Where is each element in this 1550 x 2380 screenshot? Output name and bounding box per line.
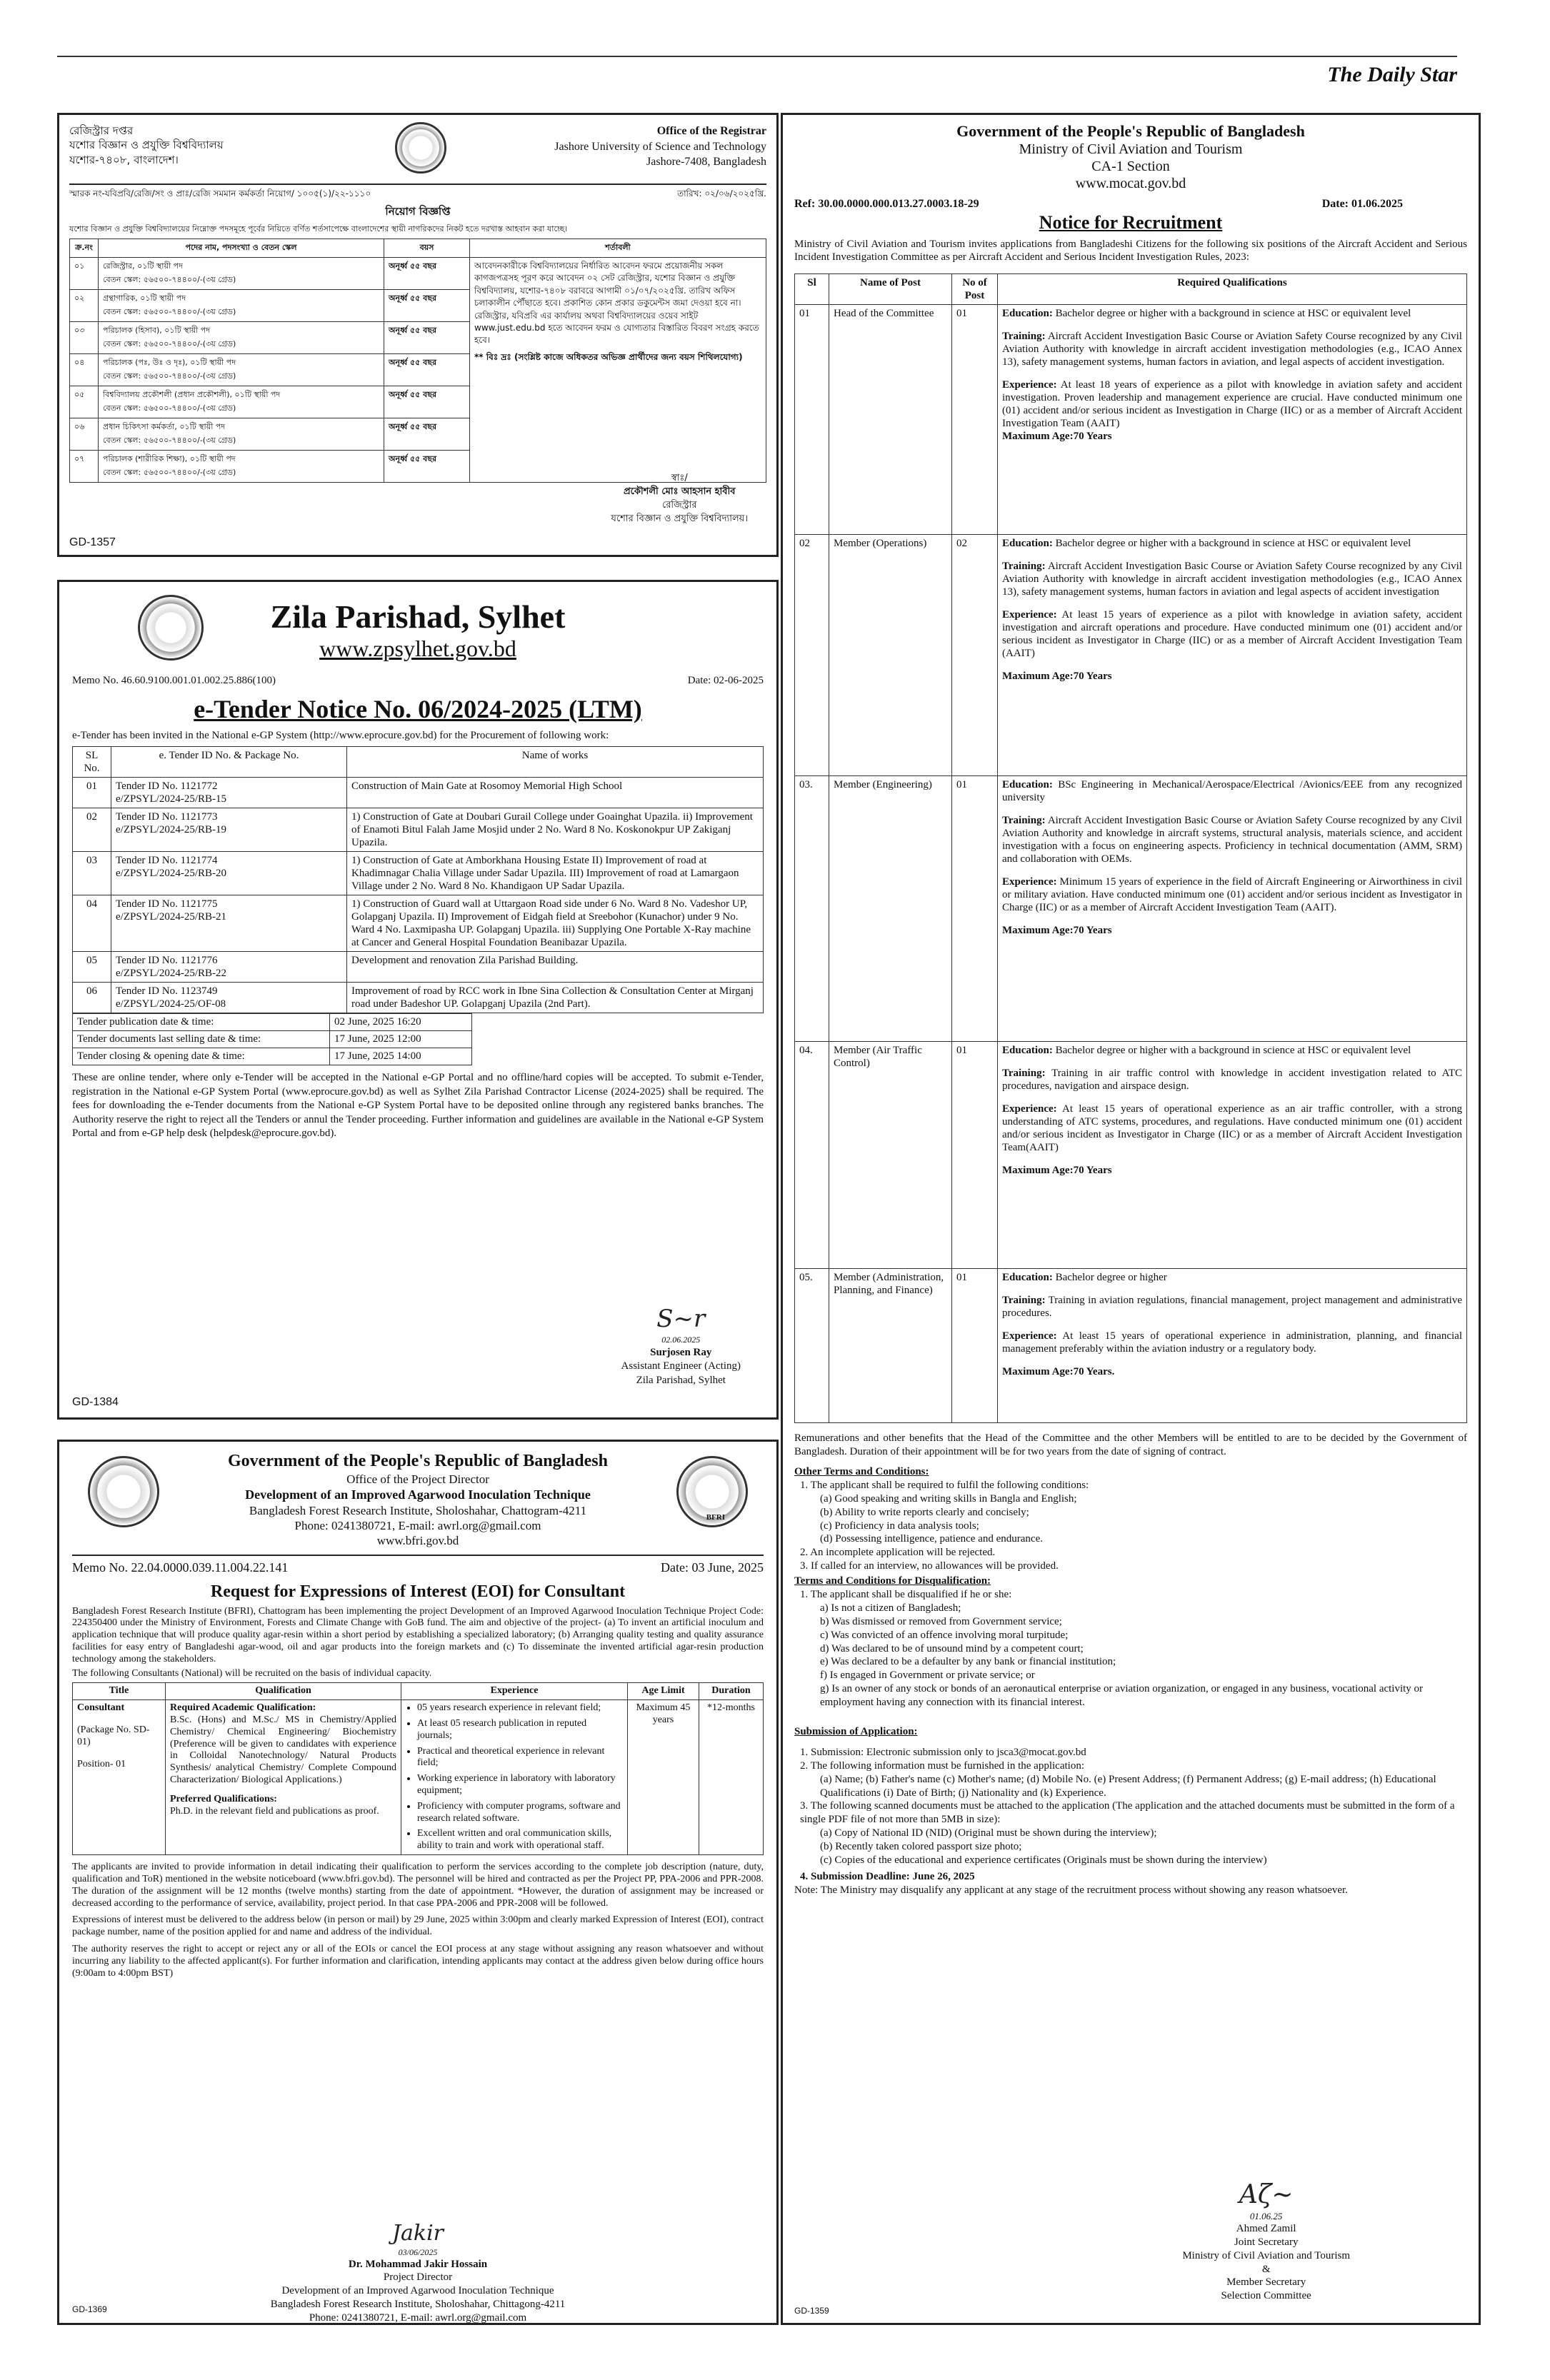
pay-scale: বেতন স্কেল: ৫৬৫০০-৭৪৪০০/-(৩য় গ্রেড) — [103, 468, 236, 477]
post-name: Member (Administration, Planning, and Finance) — [829, 1269, 952, 1423]
post-name: পরিচালক (শারীরিক শিক্ষা), ০১টি স্থায়ী পদ — [103, 454, 236, 463]
gd-number: GD-1357 — [69, 536, 116, 548]
date-value: 17 June, 2025 14:00 — [330, 1048, 472, 1065]
age-limit: অনূর্ধ্ব ৫৫ বছর — [384, 354, 470, 386]
row-number: 01 — [73, 778, 111, 808]
col-header: Name of Post — [829, 274, 952, 305]
experience-item: • Proficiency with computer programs, software and research related software. — [417, 1801, 623, 1825]
training: Aircraft Accident Investigation Basic Course or Aviation Safety Course recognized by any Civil Aviation Authority with knowledge in aircraft accident investigation methodologies (e.g., ICAO Annex 13), safety management systems, human factors in aviation, and legal aspects of accident investigation. — [1002, 331, 1462, 368]
row-number: ০৪ — [70, 354, 99, 386]
list-item: e) Was declared to be a defaulter by any bank or financial institution; — [820, 1656, 1116, 1668]
pay-scale: বেতন স্কেল: ৫৬৫০০-৭৪৪০০/-(৩য় গ্রেড) — [103, 436, 236, 445]
bfri-sig-institute: Bangladesh Forest Research Institute, Sholoshahar, Chittagong-4211 — [270, 2298, 566, 2310]
bfri-sig-title: Project Director — [383, 2271, 453, 2284]
zp-sig-org: Zila Parishad, Sylhet — [636, 1374, 726, 1386]
col-header: ক্র.নং — [70, 239, 99, 258]
col-header: শর্তাবলী — [470, 239, 766, 258]
education: Bachelor degree or higher with a background in science at HSC or equivalent level — [1055, 1045, 1411, 1057]
date-label: Tender publication date & time: — [73, 1014, 330, 1031]
label: Training: — [1002, 1295, 1046, 1307]
zp-body: These are online tender, where only e-Tender will be accepted in the National e-GP Portal and no offline/hard copies will be accepted. To submit e-Tender, registration in the National e-GP System Portal (www.eprocure.gov.bd) as well as Sylhet Zila Parishad Contractor License (2024-2025) shall be required. The fees for downloading the e-Tender documents from the National e-GP System Portal have to be deposited online through any registered banks branches. The Authority reserve the right to reject all the Tenders or annul the Tender proceeding. Further information and guidelines are available in the National e-GP System Portal and from e-GP help desk (helpdesk@eprocure.gov.bd). — [72, 1072, 764, 1139]
post-count: 01 — [952, 776, 998, 1042]
pay-scale: বেতন স্কেল: ৫৬৫০০-৭৪৪০০/-(৩য় গ্রেড) — [103, 403, 236, 413]
row-number: 03. — [795, 776, 829, 1042]
table-row — [73, 778, 764, 808]
mocat-sig-committee: Selection Committee — [1221, 2290, 1311, 2301]
label: Education: — [1002, 1272, 1053, 1284]
label: Experience: — [1002, 1103, 1057, 1115]
pay-scale: বেতন স্কেল: ৫৬৫০০-৭৪৪০০/-(৩য় গ্রেড) — [103, 307, 236, 316]
list-item: 1. Submission: Electronic submission only to jsca3@mocat.gov.bd — [800, 1746, 1086, 1758]
list-item: (a) Name; (b) Father's name (c) Mother's name; (d) Mobile No. (e) Present Address; (f) Permanent Address; (g) E-mail address; (h) Educational Qualifications (i) Date of Birth; (j) Nationality and (k) Experience. — [820, 1773, 1436, 1799]
list-item: 3. If called for an interview, no allowances will be provided. — [800, 1560, 1059, 1572]
row-number: 06 — [73, 983, 111, 1013]
row-number: ০৫ — [70, 386, 99, 418]
label: Education: — [1002, 308, 1053, 320]
row-number: ০৭ — [70, 451, 99, 483]
row-number: ০১ — [70, 258, 99, 290]
training: Aircraft Accident Investigation Basic Course or Aviation Safety Course recognized by any Civil Aviation Authority and knowledge in aircraft systems, structural analysis, materials science, and accident investigation with a focus on engineering aspects. Proficiency in technical documentation (AMM, SRM) and collaboration with OEMs. — [1002, 815, 1462, 865]
gov-bangladesh-logo-icon — [88, 1456, 159, 1527]
experience-item: • 05 years research experience in relevant field; — [417, 1702, 623, 1714]
work-name: Development and renovation Zila Parishad Building. — [347, 952, 764, 983]
bfri-eoi-title: Request for Expressions of Interest (EOI) for Consultant — [210, 1582, 626, 1601]
col-header: Sl — [795, 274, 829, 305]
col-header: বয়স — [384, 239, 470, 258]
bfri-para-2: Expressions of interest must be delivered to the address below (in person or mail) by 29 June, 2025 within 3:00pm and clearly marked Expression of Interest (EOI), contract package number, name of the position applied for and name and address of the individual. — [72, 1914, 764, 1938]
pref-body: Ph.D. in the relevant field and publications as proof. — [170, 1805, 379, 1817]
label: Experience: — [1002, 876, 1057, 888]
mocat-submission-heading: Submission of Application: — [794, 1726, 918, 1738]
mocat-sig-date: 01.06.25 — [1249, 2211, 1283, 2221]
mocat-notice-title: Notice for Recruitment — [1039, 212, 1223, 234]
ad-zila-parishad-tender — [57, 580, 779, 1420]
just-signatory: প্রকৌশলী মোঃ আহসান হাবীব — [623, 486, 736, 497]
table-row — [73, 1048, 472, 1065]
just-sig-line: স্বাঃ/ — [671, 473, 688, 483]
date-value: 17 June, 2025 12:00 — [330, 1031, 472, 1048]
label: Training: — [1002, 561, 1046, 573]
experience-item: • Working experience in laboratory with laboratory equipment; — [417, 1773, 623, 1797]
gd-number: GD-1384 — [72, 1396, 119, 1408]
bfri-contact: Phone: 0241380721, E-mail: awrl.org@gmail.com — [294, 1519, 541, 1532]
list-item: (a) Good speaking and writing skills in Bangla and English; — [820, 1492, 1077, 1505]
list-item: c) Was convicted of an offence involving moral turpitude; — [820, 1629, 1069, 1641]
list-item: a) Is not a citizen of Bangladesh; — [820, 1602, 961, 1614]
mocat-sig-amp: & — [1261, 2263, 1271, 2275]
zp-sig-date: 02.06.2025 — [661, 1335, 701, 1345]
post-name: Member (Engineering) — [829, 776, 952, 1042]
table-row — [73, 1014, 472, 1031]
qual-body: B.Sc. (Hons) and M.Sc./ MS in Chemistry/Applied Chemistry/ Chemical Engineering/ Biochemistry (Preference will be given to candidates with experience in Colloidal Nanotechnology/ Natural Products Synthesis/ analytical Chemistry/ Complete Compound Characterization/ Biological Applications.) — [170, 1714, 396, 1786]
row-number: 02 — [73, 808, 111, 852]
position-count: Position- 01 — [77, 1758, 126, 1769]
bfri-institute: Bangladesh Forest Research Institute, Sholoshahar, Chattogram-4211 — [249, 1503, 587, 1517]
tender-id: Tender ID No. 1121776 — [116, 955, 218, 966]
row-number: 01 — [795, 305, 829, 535]
divider — [69, 184, 766, 185]
tender-id: Tender ID No. 1121772 — [116, 780, 218, 792]
table-row — [73, 952, 764, 983]
just-sig-title: রেজিস্ট্রার — [661, 499, 697, 511]
row-number: ০৬ — [70, 418, 99, 451]
zp-sig-title: Assistant Engineer (Acting) — [621, 1360, 741, 1372]
table-row — [73, 895, 764, 952]
bfri-sig-project: Development of an Improved Agarwood Inoculation Technique — [281, 2285, 554, 2296]
post-name: গ্রন্থাগারিক, ০১টি স্থায়ী পদ — [103, 293, 186, 303]
package-no: e/ZPSYL/2024-25/RB-22 — [116, 968, 227, 979]
col-header: Required Qualifications — [998, 274, 1467, 305]
max-age: Maximum Age:70 Years — [1002, 671, 1112, 683]
max-age: Maximum Age:70 Years — [1002, 1165, 1112, 1177]
col-header: Age Limit — [628, 1683, 699, 1700]
pay-scale: বেতন স্কেল: ৫৬৫০০-৭৪৪০০/-(৩য় গ্রেড) — [103, 339, 236, 348]
package-no: e/ZPSYL/2024-25/RB-19 — [116, 824, 227, 835]
just-sig-org: যশোর বিজ্ঞান ও প্রযুক্তি বিশ্ববিদ্যালয়। — [611, 513, 748, 524]
list-item: (b) Recently taken colored passport size photo; — [820, 1841, 1022, 1853]
col-header: Title — [73, 1683, 166, 1700]
max-age: Maximum Age:70 Years. — [1002, 1366, 1115, 1378]
zp-dates-table — [72, 1013, 472, 1065]
label: Education: — [1002, 1045, 1053, 1057]
mocat-remuneration: Remunerations and other benefits that the Head of the Committee and the other Members will be entitled to are to be decided by the Government of Bangladesh. Duration of their appointment will be for two years from the date of signing of contract. — [794, 1432, 1467, 1457]
mocat-section: CA-1 Section — [1091, 159, 1170, 175]
list-item: b) Was dismissed or removed from Government service; — [820, 1615, 1062, 1627]
mocat-ref: Ref: 30.00.0000.000.013.27.0003.18-29 — [794, 198, 979, 211]
pref-heading: Preferred Qualifications: — [170, 1793, 277, 1804]
mocat-other-heading: Other Terms and Conditions: — [794, 1465, 929, 1477]
mocat-sig-role: Member Secretary — [1226, 2276, 1306, 2289]
work-name: Improvement of road by RCC work in Ibne Sina Collection & Consultation Center at Mirganj road under Badeshor UP. Golapganj Upazila (2nd Part). — [347, 983, 764, 1013]
col-header: No of Post — [952, 274, 998, 305]
bfri-project: Development of an Improved Agarwood Inoculation Technique — [245, 1487, 591, 1502]
bfri-memo: Memo No. 22.04.0000.039.11.004.22.141 — [72, 1560, 289, 1575]
bfri-para-3: The authority reserves the right to accept or reject any or all of the EOIs or cancel the EOI process at any stage without assigning any reason whatsoever and without incurring any liability to the affected applicant(s). For further information and clarification, intending applicants may contact at the address given below during office hours (9:00am to 4:00pm BST) — [72, 1943, 764, 1979]
list-item: 3. The following scanned documents must be attached to the application (The application and the attached documents must be submitted in the form of a single PDF file of not more than 5MB in size): — [800, 1800, 1455, 1826]
just-memo: স্মারক নং-যবিপ্রবি/রেজি/সং ও প্রাঃ/রেজি সমমান কর্মকর্তা নিয়োগ/ ১০০৫(১)/২২-১১১০ — [69, 189, 371, 199]
label: Training: — [1002, 1068, 1046, 1080]
just-address: Jashore-7408, Bangladesh — [646, 156, 766, 169]
bfri-sig-contact: Phone: 0241380721, E-mail: awrl.org@gmail.com — [309, 2311, 527, 2324]
just-bn-office: রেজিস্ট্রার দপ্তর — [69, 124, 134, 137]
mocat-date: Date: 01.06.2025 — [1321, 198, 1403, 211]
post-count: 01 — [952, 305, 998, 535]
post-count: 01 — [952, 1269, 998, 1423]
bfri-intro: Bangladesh Forest Research Institute (BFRI), Chattogram has been implementing the project Development of an Improved Agarwood Inoculation Technique Project Code: 224350400 under the Ministry of Environment, Forests and Climate Change with GoB fund. The aim and objective of the project- (a) To invent an artificial inoculum and application technique that will produce quality agar-resin within a short period by establishing a specialized laboratory; (b) Arranging quality testing and quality assurance facilities for easy entry of Bangladeshi agar-wood, oil and agar products into the foreign markets and (c) To disseminate the invented artificial agar-resin production technology among the stakeholders. — [72, 1605, 764, 1665]
pay-scale: বেতন স্কেল: ৫৬৫০০-৭৪৪০০/-(৩য় গ্রেড) — [103, 371, 236, 381]
zp-website: www.zpsylhet.gov.bd — [319, 636, 516, 661]
row-number: 02 — [795, 535, 829, 776]
table-row — [73, 1031, 472, 1048]
bfri-gov-title: Government of the People's Republic of Bangladesh — [228, 1452, 608, 1470]
age-limit: অনূর্ধ্ব ৫৫ বছর — [384, 418, 470, 451]
package-no: (Package No. SD-01) — [77, 1724, 150, 1747]
ad-bfri-eoi — [57, 1440, 779, 2325]
age-limit: অনূর্ধ্ব ৫৫ বছর — [384, 451, 470, 483]
list-item: 1. The applicant shall be required to fulfil the following conditions: — [800, 1479, 1089, 1491]
package-no: e/ZPSYL/2024-25/RB-21 — [116, 911, 227, 923]
bfri-intro2: The following Consultants (National) will be recruited on the basis of individual capacity. — [72, 1668, 432, 1679]
bfri-logo-text: BFRI — [706, 1513, 725, 1522]
mocat-deadline: 4. Submission Deadline: June 26, 2025 — [800, 1870, 975, 1882]
education: Bachelor degree or higher — [1055, 1272, 1167, 1284]
mocat-gov-title: Government of the People's Republic of Bangladesh — [956, 122, 1305, 140]
col-header: Qualification — [166, 1683, 401, 1700]
row-number: ০২ — [70, 290, 99, 322]
label: Experience: — [1002, 1330, 1057, 1342]
zp-intro: e-Tender has been invited in the National e-GP System (http://www.eprocure.gov.bd) for the Procurement of following work: — [72, 730, 609, 741]
work-name: Construction of Main Gate at Rosomoy Memorial High School — [347, 778, 764, 808]
tender-id: Tender ID No. 1121775 — [116, 898, 218, 910]
post-name: Head of the Committee — [829, 305, 952, 535]
mocat-posts-table — [794, 273, 1467, 1423]
experience: At least 15 years of operational experience as an air traffic controller, with a strong understanding of ATC systems, procedures, and regulations. Have conducted minimum one (01) accident and/or serious incident as Investigator in Charge (IIC) or as a member of Aircraft Accident Investigation Team(AAIT) — [1002, 1103, 1462, 1154]
post-name: রেজিস্ট্রার, ০১টি স্থায়ী পদ — [103, 261, 183, 271]
mocat-signature-icon: Aζ~ — [1239, 2180, 1294, 2209]
age-limit: অনূর্ধ্ব ৫৫ বছর — [384, 258, 470, 290]
package-no: e/ZPSYL/2024-25/RB-15 — [116, 793, 227, 805]
table-row — [73, 1700, 764, 1855]
experience: At least 15 years of experience as a pilot with knowledge in aviation safety, accident investigation and aircraft operations and procedure. Have conducted minimum one (01) accident and/or serious incident as Investigator in Charge (IIC) or as a member of Aircraft Accident Investigation Team (AAIT) — [1002, 609, 1462, 660]
age-limit: অনূর্ধ্ব ৫৫ বছর — [384, 386, 470, 418]
zp-org-name: Zila Parishad, Sylhet — [270, 598, 566, 635]
qual-heading: Required Academic Qualification: — [170, 1702, 316, 1714]
experience: At least 18 years of experience as a pilot with knowledge in aviation safety and accident investigation. Proven leadership and management experience are crucial. Have conducted minimum one (01) accident and/or serious incident as Investigation in Charge (IIC) or as a member of Aircraft Accident Investigation Team (AAIT) — [1002, 379, 1462, 430]
row-number: 05 — [73, 952, 111, 983]
zp-signatory: Surjosen Ray — [650, 1346, 712, 1358]
list-item: 2. An incomplete application will be rejected. — [800, 1547, 996, 1559]
bfri-signature-icon: Jakir — [391, 2221, 444, 2246]
bfri-para-1: The applicants are invited to provide information in detail indicating their qualification to perform the services according to the complete job description (nature, duty, qualification and ToR) mentioned in the website noticeboard (www.bfri.gov.bd). The personnel will be hired and contracted as per the Project PP, PPA-2006 and PPR-2008. The duration of the assignment will be 12 months (twelve months) starting from the date of appointment. *However, the duration of assignment may be increased or decreased according to the performance of service, availability, project period. In that case PPA-2006 and PPR-2008 will be followed. — [72, 1862, 764, 1909]
label: Education: — [1002, 779, 1053, 791]
post-count: 02 — [952, 535, 998, 776]
zp-memo: Memo No. 46.60.9100.001.01.002.25.886(100) — [72, 675, 276, 686]
just-date: তারিখ: ০২/০৬/২০২৫খ্রি. — [677, 189, 766, 199]
masthead: The Daily Star — [1327, 63, 1457, 86]
ad-just-recruitment — [57, 113, 779, 557]
post-count: 01 — [952, 1042, 998, 1269]
row-number: 03 — [73, 852, 111, 895]
just-bn-address: যশোর-৭৪০৮, বাংলাদেশ। — [69, 153, 179, 166]
list-item: 1. The applicant shall be disqualified if he or she: — [800, 1589, 1012, 1600]
label: Training: — [1002, 331, 1046, 343]
row-number: 04 — [73, 895, 111, 952]
work-name: 1) Construction of Gate at Doubari Gurail College under Goainghat Upazila. ii) Improvement of Enamoti Bitul Falah Jame Mosjid under 2 No. Ward 8 No. Koskonokpur UP Zakiganj Upazila. — [347, 808, 764, 852]
just-notice-title: নিয়োগ বিজ্ঞপ্তি — [385, 205, 451, 218]
table-row — [795, 1042, 1467, 1269]
table-row — [73, 983, 764, 1013]
max-age: Maximum Age:70 Years — [1002, 431, 1112, 443]
zp-notice-title: e-Tender Notice No. 06/2024-2025 (LTM) — [194, 695, 642, 723]
mocat-sig-ministry: Ministry of Civil Aviation and Tourism — [1182, 2249, 1350, 2261]
page-top-rule — [57, 56, 1457, 57]
bfri-date: Date: 03 June, 2025 — [661, 1560, 764, 1575]
just-university-name: Jashore University of Science and Technology — [554, 140, 766, 153]
training: Training in aviation regulations, financial management, project management and administrative procedures. — [1002, 1295, 1462, 1320]
date-label: Tender closing & opening date & time: — [73, 1048, 330, 1065]
post-name: বিশ্ববিদ্যালয় প্রকৌশলী (প্রধান প্রকৌশলী), ০১টি স্থায়ী পদ — [103, 390, 281, 399]
mocat-signatory: Ahmed Zamil — [1236, 2223, 1296, 2235]
max-age: Maximum Age:70 Years — [1002, 925, 1112, 937]
mocat-intro: Ministry of Civil Aviation and Tourism invites applications from Bangladeshi Citizens for the following six positions of the Aircraft Accident and Serious Incident Investigation Committee as per Aircraft Accident and Serious Incident Investigation Rules, 2023: — [794, 238, 1467, 263]
table-row — [795, 776, 1467, 1042]
duration: *12-months — [699, 1700, 764, 1855]
table-row — [795, 305, 1467, 535]
row-number: 04. — [795, 1042, 829, 1269]
just-bn-university: যশোর বিজ্ঞান ও প্রযুক্তি বিশ্ববিদ্যালয় — [69, 139, 224, 152]
zila-parishad-logo-icon — [138, 595, 204, 661]
package-no: e/ZPSYL/2024-25/RB-20 — [116, 868, 227, 879]
gd-number: GD-1359 — [794, 2306, 829, 2316]
row-number: 05. — [795, 1269, 829, 1423]
list-item: f) Is engaged in Government or private service; or — [820, 1669, 1035, 1682]
package-no: e/ZPSYL/2024-25/OF-08 — [116, 998, 226, 1010]
zp-date: Date: 02-06-2025 — [687, 675, 764, 686]
zp-tender-table — [72, 746, 764, 1013]
age-limit: Maximum 45 years — [628, 1700, 699, 1855]
experience: Minimum 15 years of experience in the field of Aircraft Engineering or Airworthiness in civil or military aviation. Have conducted minimum one (01) accident and/or serious incident as Investigator in Charge (IIC) or as a member of Aircraft Accident Investigation Team (AAIT). — [1002, 876, 1462, 914]
mocat-ministry: Ministry of Civil Aviation and Tourism — [1019, 141, 1243, 158]
label: Experience: — [1002, 609, 1057, 621]
bfri-sig-date: 03/06/2025 — [398, 2246, 438, 2257]
list-item: (c) Proficiency in data analysis tools; — [820, 1520, 979, 1532]
label: Experience: — [1002, 379, 1057, 391]
col-header: Experience — [401, 1683, 628, 1700]
just-posts-table — [69, 238, 766, 483]
just-note: ** বিঃ দ্রঃ (সংশ্লিষ্ট কাজে অধিকতর অভিজ্ঞ প্রার্থীদের জন্য বয়স শিথিলযোগ্য) — [474, 351, 743, 362]
tender-id: Tender ID No. 1121774 — [116, 855, 218, 866]
position-title: Consultant — [77, 1702, 125, 1714]
list-item: 2. The following information must be furnished in the application: — [800, 1759, 1084, 1772]
table-row — [73, 808, 764, 852]
education: Bachelor degree or higher with a background in science at HSC or equivalent level — [1055, 308, 1411, 320]
date-label: Tender documents last selling date & time: — [73, 1031, 330, 1048]
divider — [72, 1555, 764, 1556]
col-header: e. Tender ID No. & Package No. — [111, 747, 347, 778]
experience-item: • Excellent written and oral communication skills, ability to train and work with operational staff. — [417, 1828, 623, 1852]
mocat-website: www.mocat.gov.bd — [1075, 176, 1186, 192]
bfri-website: www.bfri.gov.bd — [376, 1534, 459, 1548]
pay-scale: বেতন স্কেল: ৫৬৫০০-৭৪৪০০/-(৩য় গ্রেড) — [103, 275, 236, 284]
table-row — [795, 535, 1467, 776]
experience: At least 15 years of operational experience in administration, planning, and financial management preferably within the aviation industry or a regulatory body. — [1002, 1330, 1462, 1355]
training: Training in air traffic control with knowledge in accident investigation related to ATC procedures, navigation and airspace design. — [1002, 1068, 1462, 1093]
date-value: 02 June, 2025 16:20 — [330, 1014, 472, 1031]
post-name: পরিচালক (পঃ, উঃ ও দৃঃ), ০১টি স্থায়ী পদ — [103, 358, 236, 367]
mocat-disq-heading: Terms and Conditions for Disqualification: — [794, 1575, 991, 1587]
list-item: g) Is an owner of any stock or bonds of an aeronautical enterprise or aviation organization, or engaged in any business, vocational activity or employment having any connection with its financial interest. — [820, 1683, 1424, 1709]
col-header: পদের নাম, পদসংখ্যা ও বেতন স্কেল — [99, 239, 384, 258]
tender-id: Tender ID No. 1123749 — [116, 985, 218, 997]
mocat-note: Note: The Ministry may disqualify any applicant at any stage of the recruitment process without showing any reason whatsoever. — [794, 1884, 1348, 1896]
education: Bachelor degree or higher with a background in science at HSC or equivalent level — [1055, 538, 1411, 550]
training: Aircraft Accident Investigation Basic Course or Aviation Safety Course recognized by any Civil Aviation Authority with knowledge in aircraft accident investigation methodologies (e.g., ICAO Annex 13), safety management systems, human factors in aviation and legal aspects of accident investigation — [1002, 561, 1462, 598]
experience-item: • At least 05 research publication in reputed journals; — [417, 1718, 623, 1742]
work-name: 1) Construction of Guard wall at Uttargaon Road side under 6 No. Ward 8 No. Vadeshor UP, Golapganj Upazila. II) Improvement of Eidgah field at Sreebohor (Kunachor) under 9 No. Ward 4 No. Laxmipasha UP. Golapganj Upazila. iii) Supplying One Portable X-Ray machine at Cancer and General Hospital Foundation Beanibazar Upazila. — [347, 895, 764, 952]
row-number: ০৩ — [70, 322, 99, 354]
just-intro: যশোর বিজ্ঞান ও প্রযুক্তি বিশ্ববিদ্যালয়ের নিম্নোক্ত পদসমূহে পূর্বের নিয়িতে বর্ণিত শর্তসাপেক্ষে বাংলাদেশের স্থায়ী নাগরিকদের নিকট হতে দরখাস্ত আহবান করা যাচ্ছে। — [69, 224, 568, 234]
post-name: Member (Operations) — [829, 535, 952, 776]
list-item: (a) Copy of National ID (NID) (Original must be shown during the interview); — [820, 1827, 1157, 1839]
label: Training: — [1002, 815, 1046, 827]
mocat-sig-title: Joint Secretary — [1234, 2236, 1299, 2248]
bfri-office: Office of the Project Director — [346, 1472, 489, 1486]
age-limit: অনূর্ধ্ব ৫৫ বছর — [384, 322, 470, 354]
col-header: Duration — [699, 1683, 764, 1700]
post-name: প্রধান চিকিৎসা কর্মকর্তা, ০১টি স্থায়ী পদ — [103, 422, 226, 431]
table-row — [73, 852, 764, 895]
experience-item: • Practical and theoretical experience in relevant field; — [417, 1746, 623, 1770]
label: Education: — [1002, 538, 1053, 550]
education: BSc Engineering in Mechanical/Aerospace/Electrical /Avionics/EEE from any recognized university — [1002, 779, 1462, 804]
list-item: (d) Possessing intelligence, patience and endurance. — [820, 1533, 1043, 1545]
gd-number: GD-1369 — [72, 2304, 107, 2314]
bfri-signatory: Dr. Mohammad Jakir Hossain — [348, 2258, 488, 2270]
col-header: Name of works — [347, 747, 764, 778]
list-item: (c) Copies of the educational and experience certificates (Originals must be shown during the interview) — [820, 1854, 1267, 1867]
list-item: (b) Ability to write reports clearly and concisely; — [820, 1506, 1029, 1518]
just-conditions: আবেদনকারীকে বিশ্ববিদ্যালয়ের নির্ধারিত আবেদন ফরমে প্রয়োজনীয় সকল কাগজপত্রসহ পূরণ করে আবেদন ০২ সেট রেজিস্ট্রার, যশোর বিজ্ঞান ও প্রযুক্তি বিশ্ববিদ্যালয়, যশোর-৭৪০৮ বরাবরে আগামী ০১/০৭/২০২৫খ্রি. তারিখ অফিস চলাকালীন পৌঁছাতে হবে। প্রকাশিত কোন প্রকার ডকুমেন্টস জমা দেওয়া হবে না। রেজিস্ট্রার, যবিপ্রবি এর কার্যালয় অথবা বিশ্ববিদ্যালয়ের ওয়েব সাইট www.just.edu.bd হতে আবেদন ফরম ও যোগ্যতার বিস্তারিত বিবরণ সংগ্রহ করতে হবে। — [474, 261, 759, 346]
post-name: পরিচালক (হিসাব), ০১টি স্থায়ী পদ — [103, 326, 211, 335]
table-row — [70, 258, 766, 290]
list-item: d) Was declared to be of unsound mind by a competent court; — [820, 1642, 1084, 1655]
zp-signature-icon: S~r — [656, 1305, 706, 1333]
just-office-title: Office of the Registrar — [656, 125, 766, 137]
tender-id: Tender ID No. 1121773 — [116, 811, 218, 823]
post-name: Member (Air Traffic Control) — [829, 1042, 952, 1269]
age-limit: অনূর্ধ্ব ৫৫ বছর — [384, 290, 470, 322]
col-header: SL No. — [73, 747, 111, 778]
bfri-consultant-table — [72, 1682, 764, 1855]
table-row — [795, 1269, 1467, 1423]
just-logo-icon — [395, 122, 446, 174]
ad-mocat-recruitment — [781, 113, 1481, 2325]
work-name: 1) Construction of Gate at Amborkhana Housing Estate II) Improvement of road at Khadimnagar Chalia Village under Sadar Upazila. III) Improvement of road at Lamargaon Village under 2 No. Ward 8 No. Khandigaon UP Sadar Upazila. — [347, 852, 764, 895]
